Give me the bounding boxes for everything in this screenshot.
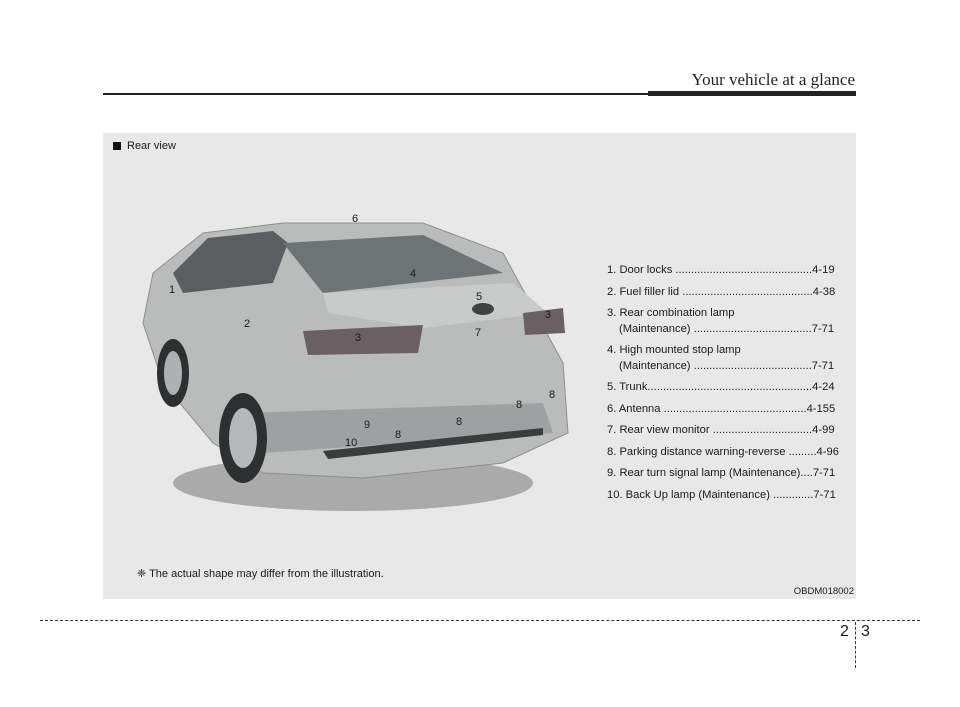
callout-8-c: 8 <box>516 399 523 411</box>
footer-rule <box>40 620 920 621</box>
callout-8-d: 8 <box>549 389 556 401</box>
legend-item: 4. High mounted stop lamp (Maintenance) ......................................7-71 <box>607 344 835 372</box>
header-title: Your vehicle at a glance <box>691 70 855 89</box>
callout-1: 1 <box>169 284 176 296</box>
component-legend <box>607 263 849 509</box>
callout-5: 5 <box>476 291 483 303</box>
callout-10: 10 <box>345 437 358 449</box>
car-rear-illustration <box>123 213 573 513</box>
header-rule-accent <box>648 91 856 96</box>
legend-item: 6. Antenna ..............................................4-155 <box>607 402 836 415</box>
callout-2: 2 <box>244 318 251 330</box>
legend-item: 10. Back Up lamp (Maintenance) .............7-71 <box>607 488 836 501</box>
page-separator <box>855 622 856 668</box>
callout-4: 4 <box>410 268 417 280</box>
chapter-number: 2 <box>840 623 849 640</box>
legend-item: 2. Fuel filler lid ..........................................4-38 <box>607 285 836 298</box>
callout-6: 6 <box>352 213 359 225</box>
legend-item: 9. Rear turn signal lamp (Maintenance)....7-71 <box>607 467 836 479</box>
callout-8-a: 8 <box>395 429 402 441</box>
callout-8-b: 8 <box>456 416 463 428</box>
panel-label-text: Rear view <box>127 140 176 152</box>
figure-code: OBDM018002 <box>793 586 854 597</box>
legend-item: 1. Door locks ............................................4-19 <box>607 264 835 276</box>
illustration-footnote: ❈ The actual shape may differ from the illustration. <box>137 568 384 580</box>
callout-3-right: 3 <box>545 309 552 321</box>
callout-7: 7 <box>475 327 482 339</box>
legend-item: 8. Parking distance warning-reverse .........4-96 <box>607 445 839 458</box>
callout-3-left: 3 <box>355 332 362 344</box>
panel-label <box>113 140 176 152</box>
legend-item: 7. Rear view monitor ................................4-99 <box>607 424 835 436</box>
callout-9: 9 <box>364 419 371 431</box>
rear-view-panel <box>103 133 856 599</box>
legend-item: 3. Rear combination lamp (Maintenance) ......................................7-71 <box>607 307 835 335</box>
legend-item: 5. Trunk.....................................................4-24 <box>607 381 835 393</box>
page-number: 3 <box>861 623 870 640</box>
square-bullet-icon <box>113 142 121 150</box>
